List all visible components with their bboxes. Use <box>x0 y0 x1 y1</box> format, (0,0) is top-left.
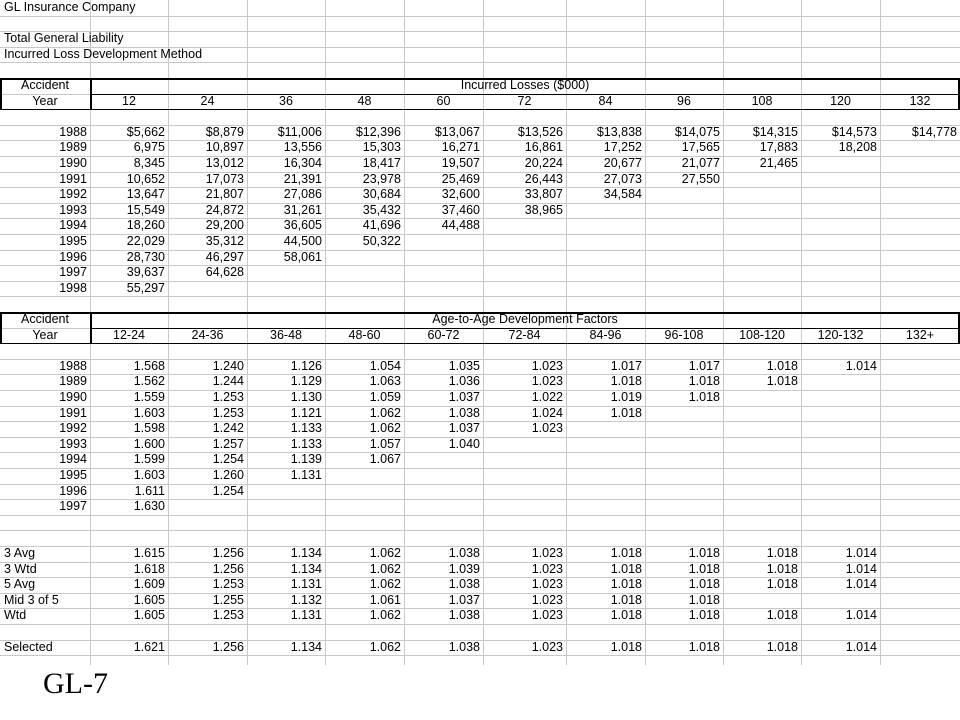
loss-value[interactable]: 27,086 <box>283 187 322 202</box>
average-value[interactable]: 1.014 <box>845 608 877 623</box>
factor-value[interactable]: 1.603 <box>133 468 165 482</box>
factor-value[interactable]: 1.126 <box>290 358 322 373</box>
loss-value[interactable]: 18,208 <box>838 140 877 155</box>
accident-year[interactable]: 1993 <box>59 202 87 217</box>
loss-row <box>0 250 960 266</box>
year-header[interactable]: Year <box>32 93 58 108</box>
average-value[interactable]: 1.023 <box>531 608 563 623</box>
average-value[interactable]: 1.618 <box>133 561 165 576</box>
factor-value[interactable]: 1.036 <box>448 374 480 389</box>
selected-value[interactable]: 1.062 <box>369 639 401 654</box>
age-header[interactable]: 96 <box>677 93 691 108</box>
factor-row <box>0 390 960 406</box>
age-header[interactable]: 24 <box>200 93 215 108</box>
average-value[interactable]: 1.018 <box>766 561 798 576</box>
average-value[interactable]: 1.062 <box>369 577 401 592</box>
factor-value[interactable]: 1.253 <box>212 405 244 420</box>
average-value[interactable]: 1.062 <box>369 546 401 560</box>
loss-value[interactable]: 58,061 <box>283 249 322 264</box>
average-value[interactable]: 1.253 <box>212 577 244 592</box>
loss-value[interactable]: $14,315 <box>752 124 798 139</box>
period-header[interactable]: 132+ <box>905 327 935 342</box>
accident-year[interactable]: 1995 <box>59 468 87 482</box>
loss-value[interactable]: 15,549 <box>126 202 165 217</box>
loss-value[interactable]: 21,465 <box>759 156 798 170</box>
age-header[interactable]: 36 <box>279 93 293 108</box>
loss-value[interactable]: 10,652 <box>126 171 165 186</box>
accident-year[interactable]: 1988 <box>59 358 87 373</box>
loss-value[interactable]: $14,778 <box>911 124 957 139</box>
loss-value[interactable]: 13,556 <box>283 140 322 155</box>
factor-value[interactable]: 1.067 <box>369 452 401 467</box>
factor-value[interactable]: 1.062 <box>369 421 401 436</box>
factor-value[interactable]: 1.023 <box>531 421 563 436</box>
loss-value[interactable]: $13,526 <box>517 124 563 139</box>
loss-value[interactable]: 20,677 <box>603 156 642 170</box>
selected-value[interactable]: 1.256 <box>212 639 244 654</box>
loss-value[interactable]: 17,883 <box>759 140 798 155</box>
factors-header-row <box>0 328 960 344</box>
age-header[interactable]: 108 <box>751 93 773 108</box>
grid-row-line <box>0 530 960 531</box>
loss-value[interactable]: 31,261 <box>283 202 322 217</box>
title-row <box>0 47 960 63</box>
grid-row-line <box>0 624 960 625</box>
factor-value[interactable]: 1.568 <box>133 358 165 373</box>
average-value[interactable]: 1.131 <box>290 577 322 592</box>
accident-year[interactable]: 1990 <box>59 390 87 404</box>
factor-value[interactable]: 1.037 <box>448 421 480 436</box>
loss-value[interactable]: 27,550 <box>681 171 720 186</box>
loss-value[interactable]: 34,584 <box>603 187 642 202</box>
average-value[interactable]: 1.037 <box>448 592 480 607</box>
factor-value[interactable]: 1.023 <box>531 358 563 373</box>
factor-value[interactable]: 1.035 <box>448 358 480 373</box>
selected-value[interactable]: 1.621 <box>133 639 165 654</box>
year-header[interactable]: Year <box>32 327 58 342</box>
loss-value[interactable]: 37,460 <box>441 202 480 217</box>
age-header[interactable]: 132 <box>909 93 931 108</box>
loss-value[interactable]: 21,391 <box>283 171 322 186</box>
grid-row-line <box>0 515 960 516</box>
factor-value[interactable]: 1.018 <box>610 405 642 420</box>
loss-row <box>0 281 960 297</box>
loss-row <box>0 234 960 250</box>
loss-value[interactable]: 23,978 <box>362 171 401 186</box>
accident-year[interactable]: 1994 <box>59 218 87 233</box>
factor-value[interactable]: 1.023 <box>531 374 563 389</box>
factor-value[interactable]: 1.022 <box>531 390 563 404</box>
accident-year[interactable]: 1991 <box>59 171 87 186</box>
loss-value[interactable]: 18,417 <box>362 156 401 170</box>
average-value[interactable]: 1.609 <box>133 577 165 592</box>
accident-header[interactable]: Accident <box>21 312 69 326</box>
loss-value[interactable]: $8,879 <box>205 124 244 139</box>
loss-value[interactable]: 35,312 <box>205 234 244 248</box>
age-header[interactable]: 72 <box>517 93 532 108</box>
factor-row <box>0 499 960 515</box>
period-header[interactable]: 48-60 <box>348 327 381 342</box>
average-value[interactable]: 1.018 <box>610 608 642 623</box>
factor-value[interactable]: 1.017 <box>610 358 642 373</box>
factor-value[interactable]: 1.598 <box>133 421 165 436</box>
loss-value[interactable]: 41,696 <box>362 218 401 233</box>
factor-value[interactable]: 1.018 <box>688 374 720 389</box>
accident-year[interactable]: 1996 <box>59 483 87 498</box>
line-of-business[interactable]: Total General Liability <box>4 31 124 46</box>
period-header[interactable]: 96-108 <box>664 327 704 342</box>
factor-value[interactable]: 1.018 <box>766 358 798 373</box>
average-value[interactable]: 1.023 <box>531 592 563 607</box>
factors-header-row <box>0 312 960 328</box>
selected-label[interactable]: Selected <box>4 639 53 654</box>
factor-value[interactable]: 1.244 <box>212 374 244 389</box>
factor-value[interactable]: 1.562 <box>133 374 165 389</box>
factor-value[interactable]: 1.014 <box>845 358 877 373</box>
factor-value[interactable]: 1.130 <box>290 390 322 404</box>
average-row <box>0 562 960 578</box>
loss-row <box>0 156 960 172</box>
loss-value[interactable]: 44,488 <box>441 218 480 233</box>
loss-row <box>0 172 960 188</box>
factor-value[interactable]: 1.024 <box>531 405 563 420</box>
average-value[interactable]: 1.134 <box>290 546 322 560</box>
average-value[interactable]: 1.038 <box>448 608 480 623</box>
factor-value[interactable]: 1.630 <box>133 499 165 514</box>
average-value[interactable]: 1.023 <box>531 561 563 576</box>
accident-year[interactable]: 1988 <box>59 124 87 139</box>
loss-value[interactable]: $13,067 <box>434 124 480 139</box>
loss-value[interactable]: 55,297 <box>126 280 165 295</box>
average-value[interactable]: 1.134 <box>290 561 322 576</box>
accident-year[interactable]: 1998 <box>59 280 87 295</box>
average-value[interactable]: 1.018 <box>610 561 642 576</box>
age-header[interactable]: 48 <box>357 93 372 108</box>
average-value[interactable]: 1.255 <box>212 592 244 607</box>
average-value[interactable]: 1.256 <box>212 561 244 576</box>
loss-value[interactable]: 8,345 <box>133 156 165 170</box>
loss-row <box>0 218 960 234</box>
factor-value[interactable]: 1.059 <box>369 390 401 404</box>
loss-value[interactable]: 64,628 <box>205 265 244 280</box>
accident-year[interactable]: 1996 <box>59 249 87 264</box>
loss-value[interactable]: 10,897 <box>205 140 244 155</box>
factor-row <box>0 359 960 375</box>
average-value[interactable]: 1.256 <box>212 546 244 560</box>
period-header[interactable]: 60-72 <box>427 327 460 342</box>
selected-value[interactable]: 1.018 <box>610 639 642 654</box>
factor-value[interactable]: 1.038 <box>448 405 480 420</box>
accident-year[interactable]: 1993 <box>59 436 87 451</box>
loss-row <box>0 140 960 156</box>
average-value[interactable]: 1.605 <box>133 608 165 623</box>
accident-header[interactable]: Accident <box>21 78 69 92</box>
average-value[interactable]: 1.253 <box>212 608 244 623</box>
average-value[interactable]: 1.038 <box>448 577 480 592</box>
selected-value[interactable]: 1.038 <box>448 639 480 654</box>
factor-value[interactable]: 1.037 <box>448 390 480 404</box>
factor-value[interactable]: 1.600 <box>133 436 165 451</box>
loss-value[interactable]: 36,605 <box>283 218 322 233</box>
average-value[interactable]: 1.018 <box>688 546 720 560</box>
loss-value[interactable]: 33,807 <box>524 187 563 202</box>
factor-value[interactable]: 1.611 <box>134 483 165 498</box>
accident-year[interactable]: 1991 <box>59 405 87 420</box>
period-header[interactable]: 120-132 <box>817 327 864 342</box>
loss-value[interactable]: 17,252 <box>603 140 642 155</box>
factor-value[interactable]: 1.018 <box>766 374 798 389</box>
loss-value[interactable]: 44,500 <box>283 234 322 248</box>
loss-value[interactable]: $5,662 <box>126 124 165 139</box>
loss-value[interactable]: $11,006 <box>277 124 322 139</box>
loss-value[interactable]: 13,647 <box>126 187 165 202</box>
loss-value[interactable]: 15,303 <box>362 140 401 155</box>
loss-value[interactable]: 28,730 <box>126 249 165 264</box>
average-value[interactable]: 1.014 <box>845 561 877 576</box>
average-label[interactable]: 5 Avg <box>4 577 36 592</box>
factor-value[interactable]: 1.253 <box>212 390 244 404</box>
average-value[interactable]: 1.018 <box>610 577 642 592</box>
loss-value[interactable]: 27,073 <box>603 171 642 186</box>
loss-value[interactable]: 16,861 <box>524 140 563 155</box>
loss-value[interactable]: 16,271 <box>441 140 480 155</box>
factor-row <box>0 468 960 484</box>
average-value[interactable]: 1.132 <box>290 592 322 607</box>
average-value[interactable]: 1.018 <box>688 608 720 623</box>
loss-value[interactable]: 17,565 <box>681 140 720 155</box>
average-value[interactable]: 1.605 <box>133 592 165 607</box>
factor-value[interactable]: 1.240 <box>212 358 244 373</box>
average-row <box>0 593 960 609</box>
age-header[interactable]: 12 <box>122 93 136 108</box>
period-header[interactable]: 36-48 <box>270 327 302 342</box>
factor-row <box>0 374 960 390</box>
average-value[interactable]: 1.062 <box>369 561 401 576</box>
average-value[interactable]: 1.023 <box>531 577 563 592</box>
factor-value[interactable]: 1.121 <box>290 405 322 420</box>
factor-value[interactable]: 1.242 <box>212 421 244 436</box>
loss-value[interactable]: 35,432 <box>362 202 401 217</box>
factor-value[interactable]: 1.062 <box>369 405 401 420</box>
age-header[interactable]: 60 <box>436 93 451 108</box>
factor-value[interactable]: 1.129 <box>290 374 322 389</box>
accident-year[interactable]: 1997 <box>59 265 87 280</box>
selected-value[interactable]: 1.018 <box>688 639 720 654</box>
factor-value[interactable]: 1.133 <box>290 436 322 451</box>
loss-value[interactable]: 22,029 <box>126 234 165 248</box>
loss-value[interactable]: 16,304 <box>283 156 322 170</box>
selected-value[interactable]: 1.134 <box>290 639 322 654</box>
factor-row <box>0 406 960 422</box>
accident-year[interactable]: 1992 <box>59 187 87 202</box>
loss-value[interactable]: 21,807 <box>205 187 244 202</box>
loss-value[interactable]: 18,260 <box>126 218 165 233</box>
average-label[interactable]: Wtd <box>4 608 27 623</box>
factor-value[interactable]: 1.559 <box>133 390 165 404</box>
loss-value[interactable]: 29,200 <box>205 218 244 233</box>
factor-value[interactable]: 1.139 <box>290 452 322 467</box>
factor-value[interactable]: 1.603 <box>133 405 165 420</box>
loss-value[interactable]: 24,872 <box>205 202 244 217</box>
average-value[interactable]: 1.018 <box>766 546 798 560</box>
factor-row <box>0 452 960 468</box>
average-value[interactable]: 1.018 <box>610 546 642 560</box>
loss-value[interactable]: $13,838 <box>596 124 642 139</box>
factor-value[interactable]: 1.131 <box>290 468 322 482</box>
loss-value[interactable]: 32,600 <box>441 187 480 202</box>
loss-value[interactable]: 19,507 <box>441 156 480 170</box>
loss-value[interactable]: $12,396 <box>355 124 401 139</box>
period-header[interactable]: 12-24 <box>113 327 145 342</box>
loss-row <box>0 125 960 141</box>
loss-value[interactable]: 38,965 <box>524 202 563 217</box>
average-value[interactable]: 1.023 <box>531 546 563 560</box>
accident-year[interactable]: 1997 <box>59 499 87 514</box>
loss-row <box>0 187 960 203</box>
loss-value[interactable]: $14,573 <box>831 124 877 139</box>
accident-year[interactable]: 1994 <box>59 452 87 467</box>
title-row <box>0 31 960 47</box>
average-value[interactable]: 1.062 <box>369 608 401 623</box>
losses-header-row <box>0 78 960 94</box>
factor-value[interactable]: 1.040 <box>448 436 480 451</box>
average-value[interactable]: 1.018 <box>610 592 642 607</box>
average-label[interactable]: 3 Wtd <box>4 561 37 576</box>
losses-header-row <box>0 94 960 110</box>
selected-value[interactable]: 1.014 <box>845 639 877 654</box>
average-value[interactable]: 1.039 <box>448 561 480 576</box>
average-row <box>0 577 960 593</box>
loss-value[interactable]: 26,443 <box>524 171 563 186</box>
factor-value[interactable]: 1.063 <box>369 374 401 389</box>
average-label[interactable]: 3 Avg <box>4 546 36 560</box>
age-header[interactable]: 84 <box>598 93 613 108</box>
factor-value[interactable]: 1.254 <box>212 483 244 498</box>
grid-row-line <box>0 16 960 17</box>
period-header[interactable]: 108-120 <box>739 327 785 342</box>
period-header[interactable]: 24-36 <box>191 327 224 342</box>
loss-value[interactable]: 13,012 <box>205 156 244 170</box>
age-header[interactable]: 120 <box>830 93 851 108</box>
accident-year[interactable]: 1992 <box>59 421 87 436</box>
average-value[interactable]: 1.061 <box>369 592 401 607</box>
accident-year[interactable]: 1990 <box>59 156 87 170</box>
average-value[interactable]: 1.014 <box>845 577 877 592</box>
selected-row <box>0 640 960 656</box>
factor-value[interactable]: 1.133 <box>290 421 322 436</box>
factor-value[interactable]: 1.017 <box>688 358 720 373</box>
period-header[interactable]: 72-84 <box>508 327 541 342</box>
loss-value[interactable]: 6,975 <box>133 140 165 155</box>
loss-value[interactable]: 30,684 <box>362 187 401 202</box>
average-value[interactable]: 1.038 <box>448 546 480 560</box>
average-row <box>0 608 960 624</box>
factor-value[interactable]: 1.057 <box>369 436 401 451</box>
loss-value[interactable]: 20,224 <box>524 156 563 170</box>
factor-row <box>0 437 960 453</box>
method-title[interactable]: Incurred Loss Development Method <box>4 46 203 61</box>
selected-value[interactable]: 1.018 <box>766 639 798 654</box>
factor-row <box>0 421 960 437</box>
loss-value[interactable]: 25,469 <box>441 171 480 186</box>
losses-title[interactable]: Incurred Losses ($000) <box>460 78 590 92</box>
average-value[interactable]: 1.018 <box>688 577 720 592</box>
loss-row <box>0 203 960 219</box>
average-value[interactable]: 1.615 <box>133 546 165 560</box>
loss-value[interactable]: 46,297 <box>205 249 244 264</box>
title-row <box>0 0 960 16</box>
period-header[interactable]: 84-96 <box>589 327 622 342</box>
factor-value[interactable]: 1.599 <box>133 452 165 467</box>
selected-value[interactable]: 1.023 <box>531 639 563 654</box>
average-label[interactable]: Mid 3 of 5 <box>4 592 59 607</box>
average-row <box>0 546 960 562</box>
factors-title[interactable]: Age-to-Age Development Factors <box>432 312 618 326</box>
factor-value[interactable]: 1.018 <box>688 390 720 404</box>
factor-row <box>0 484 960 500</box>
loss-value[interactable]: 17,073 <box>205 171 244 186</box>
loss-value[interactable]: 21,077 <box>681 156 720 170</box>
accident-year[interactable]: 1989 <box>59 140 87 155</box>
loss-value[interactable]: 50,322 <box>362 234 401 248</box>
factor-value[interactable]: 1.019 <box>610 390 642 404</box>
factor-value[interactable]: 1.260 <box>212 468 244 482</box>
loss-row <box>0 265 960 281</box>
average-value[interactable]: 1.018 <box>688 592 720 607</box>
slide-label: GL-7 <box>43 667 108 700</box>
average-value[interactable]: 1.014 <box>845 546 877 560</box>
average-value[interactable]: 1.131 <box>290 608 322 623</box>
factor-value[interactable]: 1.054 <box>369 358 401 373</box>
loss-value[interactable]: 39,637 <box>126 265 165 280</box>
average-value[interactable]: 1.018 <box>766 577 798 592</box>
company-name[interactable]: GL Insurance Company <box>4 0 136 14</box>
accident-year[interactable]: 1989 <box>59 374 87 389</box>
average-value[interactable]: 1.018 <box>766 608 798 623</box>
factor-value[interactable]: 1.254 <box>212 452 244 467</box>
factor-value[interactable]: 1.018 <box>610 374 642 389</box>
loss-value[interactable]: $14,075 <box>674 124 720 139</box>
factor-value[interactable]: 1.257 <box>212 436 244 451</box>
average-value[interactable]: 1.018 <box>688 561 720 576</box>
accident-year[interactable]: 1995 <box>59 234 87 248</box>
